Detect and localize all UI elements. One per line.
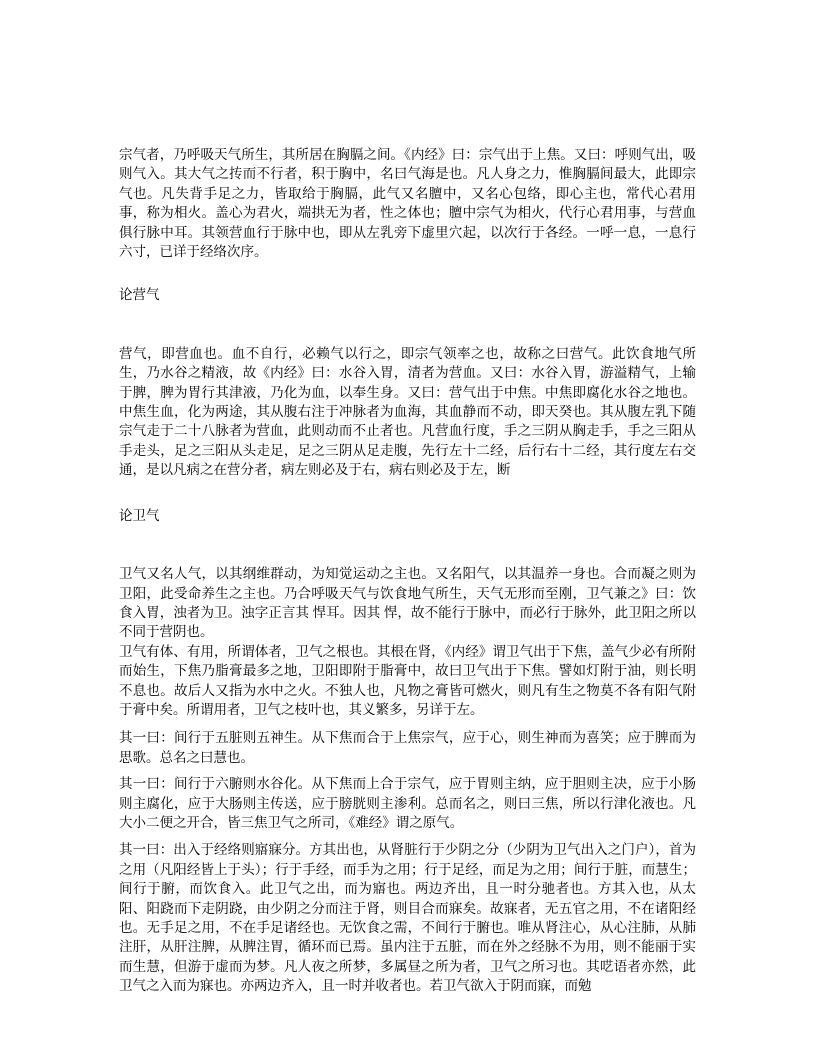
paragraph-weiqi-root: 卫气有体、有用，所谓体者，卫气之根也。其根在肾，《内经》谓卫气出于下焦，盖气少必有所附而始生，下焦乃脂膏最多之地，卫阳即附于脂膏中，故曰卫气出于下焦。譬如灯附于油，则长明不息也。故后人又指为水中之火。不独人也，凡物之膏皆可燃火，则凡有生之物莫不各有阳气附于膏中矣。所谓用者，卫气之枝叶也，其义繁多，另详于左。 — [119, 643, 696, 717]
paragraph-weiqi-sleep-wake: 其一曰：出入于经络则寤寐分。方其出也，从肾脏行于少阴之分（少阴为卫气出入之门户），首为之用（凡阳经皆上于头）；行于手经，而手为之用；行于足经，而足为之用；间行于脏，而慧生；间行于腑，而饮食入。此卫气之出，而为寤也。两边齐出，且一时分驰者也。方其入也，从太阳、阳跷而下走阴跷，由少阴之分而注于肾，则目合而寐矣。故寐者，无五官之用，不在诸阳经也。无手足之用，不在手足诸经也。无饮食之需，不间行于腑也。唯从肾注心，从心注肺，从肺注肝，从肝注脾，从脾注胃，循环而已焉。虽内注于五脏，而在外之经脉不为用，则不能丽于实而生慧，但游于虚而为梦。凡人夜之所梦，多属昼之所为者，卫气之所习也。其呓语者亦然，此卫气之入而为寐也。亦两边齐入，且一时并收者也。若卫气欲入于阴而寐，而勉 — [119, 842, 696, 994]
paragraph-weiqi-six-fu: 其一曰：间行于六腑则水谷化。从下焦而上合于宗气，应于胃则主纳，应于胆则主决，应于小肠则主腐化，应于大肠则主传送，应于膀胱则主渗利。总而名之，则曰三焦，所以行津化液也。凡大小二便之开合，皆三焦卫气之所司，《难经》谓之原气。 — [119, 776, 696, 830]
paragraph-zongqi: 宗气者，乃呼吸天气所生，其所居在胸膈之间。《内经》曰：宗气出于上焦。又曰：呼则气出，吸则气入。其大气之抟而不行者，积于胸中，名曰气海是也。凡人身之力，惟胸膈间最大，此即宗气也。凡失背手足之力，皆取给于胸膈，此气又名膻中，又名心包络，即心主也，常代心君用事，称为相火。盖心为君火，端拱无为者，性之体也；膻中宗气为相火，代行心君用事，与营血俱行脉中耳。其领营血行于脉中也，即从左乳旁下虚里穴起，以次行于各经。一呼一息，一息行六寸，已详于经络次序。 — [119, 147, 696, 260]
paragraph-yingqi: 营气，即营血也。血不自行，必赖气以行之，即宗气领率之也，故称之曰营气。此饮食地气所生，乃水谷之精液，故《内经》曰：水谷入胃，清者为营血。又曰：水谷入胃，游溢精气，上输于脾，脾为胃行其津液，乃化为血，以奉生身。又曰：营气出于中焦。中焦即腐化水谷之地也。中焦生血，化为两途，其从腹右注于冲脉者为血海，其血静而不动，即天癸也。其从腹左乳下随宗气走于二十八脉者为营血，此则动而不止者也。凡营血行度，手之三阴从胸走手，手之三阳从手走头，足之三阳从头走足，足之三阴从足走腹，先行左十二经，后行右十二经，其行度左右交通，是以凡病之在营分者，病左则必及于右，病右则必及于左，断 — [119, 345, 696, 478]
paragraph-weiqi-intro: 卫气又名人气，以其纲维群动，为知觉运动之主也。又名阳气，以其温养一身也。合而凝之则为卫阳，此受命养生之主也。乃合呼吸天气与饮食地气所生，天气无形而至刚，卫气兼之》曰：饮食入胃，浊者为卫。浊字正言其 悍耳。因其 悍，故不能行于脉中，而必行于脉外，此卫阳之所以不同于营阴也。 — [119, 566, 696, 640]
section-heading-weiqi: 论卫气 — [119, 507, 160, 523]
paragraph-weiqi-five-zang: 其一曰：间行于五脏则五神生。从下焦而合于上焦宗气，应于心，则生神而为喜笑；应于脾而为思歌。总名之曰慧也。 — [119, 730, 696, 765]
section-heading-yingqi: 论营气 — [119, 287, 160, 303]
